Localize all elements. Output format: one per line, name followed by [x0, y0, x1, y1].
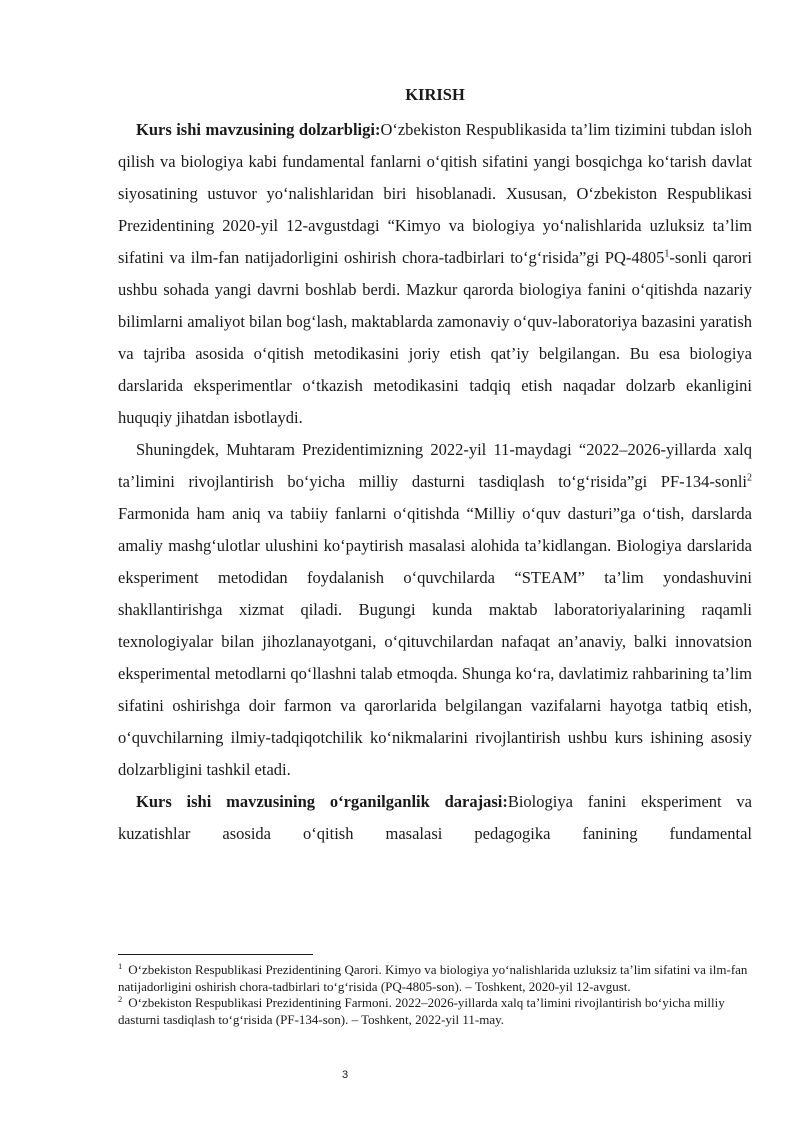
body-text — [118, 114, 752, 850]
paragraph-relevance — [118, 114, 752, 434]
paragraph-text: Shuningdek, Muhtaram Prezidentimizning 2022-yil 11-maydagi “2022–2026-yillarda xalq ta’limini rivojlantirish bo‘yicha milliy dasturni tasdiqlash to‘g‘risida”gi PF-134-sonli — [118, 440, 752, 491]
paragraph-text: O‘zbekiston Respublikasida ta’lim tizimini tubdan isloh qilish va biologiya kabi fundamental fanlarni o‘qitish sifatini yangi bosqichga ko‘tarish davlat siyosatining ustuvor yo‘nalishlaridan biri hisoblanadi. Xususan, O‘zbekiston Respublikasi Prezidentining 2020-yil 12-avgustdagi “Kimyo va biologiya yo‘nalishlarida uzluksiz ta’lim sifatini va ilm-fan natijadorligini oshirish chora-tadbirlari to‘g‘risida”gi PQ-4805 — [118, 120, 752, 267]
paragraph-text: -sonli qarori ushbu sohada yangi davrni boshlab berdi. Mazkur qarorda biologiya fanini o‘qitishda nazariy bilimlarni amaliyot bilan bog‘lash, maktablarda zamonaviy o‘quv-laboratoriya bazasini yaratish va tajriba asosida o‘qitish metodikasini joriy etish qat’iy belgilangan. Bu esa biologiya darslarida eksperimentlar o‘tkazish metodikasini tadqiq etish naqadar dolzarb ekanligini huquqiy jihatdan isbotlaydi. — [118, 248, 752, 427]
section-heading: KIRISH — [405, 85, 465, 104]
footnote-reference[interactable]: 1 — [664, 248, 670, 260]
footnote-item — [118, 962, 758, 995]
footnote-separator — [118, 954, 313, 955]
paragraph-text: Biologiya fanini eksperiment va kuzatishlar asosida o‘qitish masalasi pedagogika fanining fundamental — [118, 792, 752, 843]
footnote-text: O‘zbekiston Respublikasi Prezidentining Farmoni. 2022–2026-yillarda xalq ta’limini rivojlantirish bo‘yicha milliy dasturni tasdiqlash to‘g‘risida (PF-134-son). – Toshkent, 2022-yil 11-may. — [118, 995, 725, 1027]
paragraph-decree — [118, 434, 752, 786]
paragraph-study-level — [118, 786, 752, 850]
footnote-item — [118, 995, 758, 1028]
paragraph-text: Farmonida ham aniq va tabiiy fanlarni o‘qitishda “Milliy o‘quv dasturi”ga o‘tish, darslarda amaliy mashg‘ulotlar ulushini ko‘paytirish masalasi alohida ta’kidlangan. Biologiya darslarida eksperiment metodidan foydalanish o‘quvchilarda “STEAM” ta’lim yondashuvini shakllantirishga xizmat qiladi. Bugungi kunda maktab laboratoriyalarining raqamli texnologiyalar bilan jihozlanayotgani, o‘qituvchilardan nafaqat an’anaviy, balki innovatsion eksperimental metodlarni qo‘llashni talab etmoqda. Shunga ko‘ra, davlatimiz rahbarining ta’lim sifatini oshirishga doir farmon va qarorlarida belgilangan vazifalarni hayotga tatbiq etish, o‘quvchilarning ilmiy-tadqiqotchilik ko‘nikmalarini rivojlantirish ushbu kurs ishining asosiy dolzarbligini tashkil etadi. — [118, 504, 752, 779]
page-number: 3 — [341, 1069, 349, 1081]
paragraph-lead-bold: Kurs ishi mavzusining dolzarbligi: — [136, 120, 381, 139]
footnote-text: O‘zbekiston Respublikasi Prezidentining Qarori. Kimyo va biologiya yo‘nalishlarida uzluksiz ta’lim sifatini va ilm-fan natijadorligini oshirish chora-tadbirlari to‘g‘risida (PQ-4805-son). – Toshkent, 2020-yil 12-avgust. — [118, 962, 748, 994]
footnote-reference[interactable]: 2 — [747, 472, 752, 484]
footnote-mark: 1 — [118, 960, 123, 971]
footnotes — [118, 962, 758, 1028]
paragraph-lead-bold: Kurs ishi mavzusining o‘rganilganlik darajasi: — [136, 792, 508, 811]
footnote-mark: 2 — [118, 993, 123, 1004]
